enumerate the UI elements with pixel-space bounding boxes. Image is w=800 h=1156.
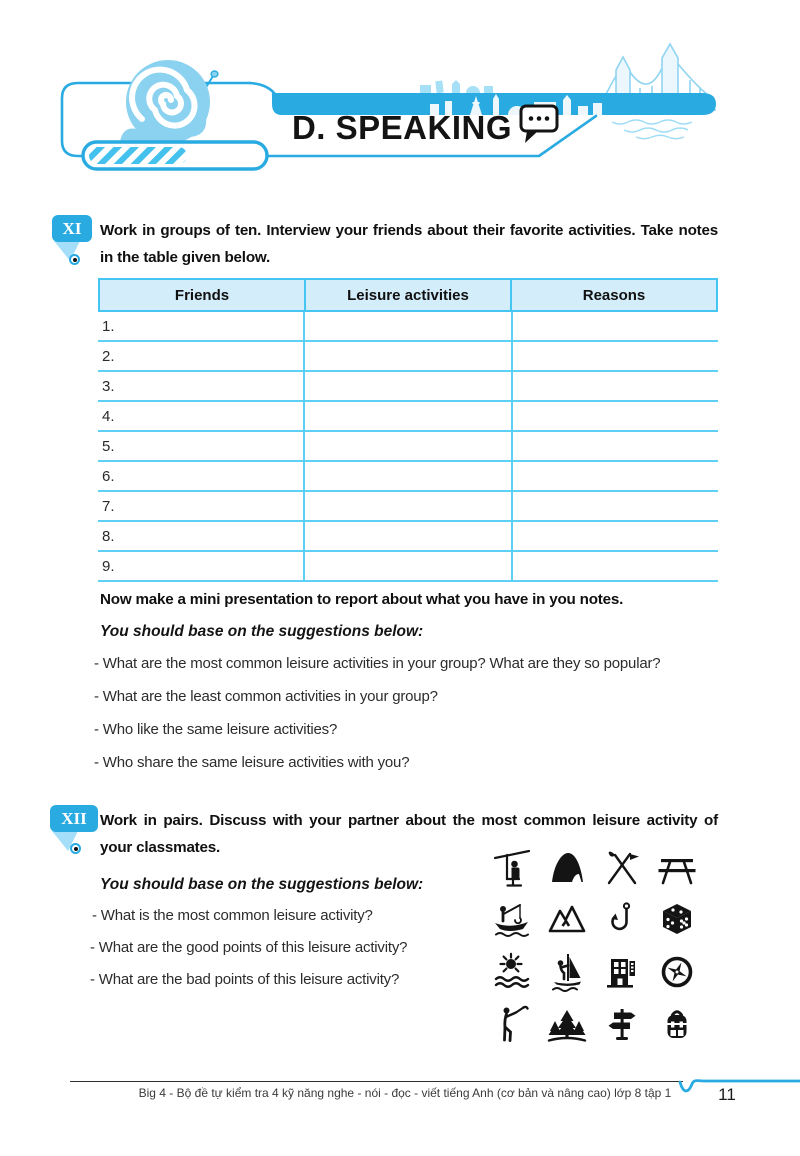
row-number: 4. bbox=[102, 408, 115, 425]
dice-icon bbox=[657, 900, 697, 940]
mountains-icon bbox=[547, 900, 587, 940]
table-cell bbox=[513, 372, 718, 400]
table-cell bbox=[513, 492, 718, 520]
xii-question-2: - What are the good points of this leisure activity? bbox=[90, 939, 408, 956]
backpack-icon bbox=[657, 1004, 697, 1044]
table-row bbox=[98, 492, 718, 522]
exercise-xi-badge bbox=[52, 215, 92, 242]
exercise-xii-badge-eye bbox=[70, 843, 81, 854]
exercise-xi-number: XI bbox=[62, 218, 82, 238]
table-row bbox=[98, 342, 718, 372]
table-cell bbox=[303, 402, 512, 430]
exercise-xii-instruction: Work in pairs. Discuss with your partner about the most common leisure activity of your classmates. bbox=[100, 812, 718, 856]
footer-book-title: Big 4 - Bộ đề tự kiểm tra 4 kỹ năng nghe - nói - đọc - viết tiếng Anh (cơ bản và nâng cao) lớp 8 tập 1 bbox=[138, 1086, 672, 1100]
progress-pill bbox=[83, 142, 267, 169]
table-row bbox=[98, 432, 718, 462]
skyline-silhouette-back bbox=[420, 80, 493, 93]
section-header-banner bbox=[0, 40, 800, 205]
water-lines bbox=[612, 120, 692, 139]
table-cell bbox=[303, 492, 512, 520]
table-cell bbox=[303, 312, 512, 340]
row-number: 6. bbox=[102, 468, 115, 485]
row-number: 8. bbox=[102, 528, 115, 545]
page-number: 11 bbox=[718, 1085, 736, 1104]
xii-question-1: - What is the most common leisure activity? bbox=[92, 907, 373, 924]
exercise-xii-badge bbox=[50, 805, 98, 832]
xii-question-3: - What are the bad points of this leisure activity? bbox=[90, 971, 400, 988]
chairlift-icon bbox=[492, 848, 532, 888]
table-cell bbox=[513, 552, 718, 580]
row-number: 7. bbox=[102, 498, 115, 515]
table-row bbox=[98, 552, 718, 582]
table-cell bbox=[513, 312, 718, 340]
table-row bbox=[98, 462, 718, 492]
table-row bbox=[98, 522, 718, 552]
signpost-icon bbox=[602, 1004, 642, 1044]
fish-hook-icon bbox=[602, 900, 642, 940]
speech-bubble-icon bbox=[521, 106, 557, 143]
xi-question-2: - What are the least common activities in your group? bbox=[94, 688, 438, 705]
hotel-icon bbox=[602, 952, 642, 992]
table-cell bbox=[513, 342, 718, 370]
table-cell bbox=[513, 462, 718, 490]
row-number: 2. bbox=[102, 348, 115, 365]
snail-illustration bbox=[120, 60, 218, 144]
table-cell bbox=[303, 372, 512, 400]
exercise-xi-instruction: Work in groups of ten. Interview your friends about their favorite activities. Take notes in the table given below. bbox=[100, 222, 718, 266]
table-cell bbox=[303, 462, 512, 490]
column-header-reasons: Reasons bbox=[510, 280, 718, 310]
leisure-icons-grid bbox=[484, 842, 704, 1050]
table-cell bbox=[303, 432, 512, 460]
xi-suggestion-intro: You should base on the suggestions below: bbox=[100, 623, 424, 640]
windsurfing-icon bbox=[547, 952, 587, 992]
mini-presentation-note: Now make a mini presentation to report about what you have in you notes. bbox=[100, 591, 624, 608]
golf-clubs-flag-icon bbox=[602, 848, 642, 888]
table-cell bbox=[303, 522, 512, 550]
column-header-friends: Friends bbox=[98, 280, 304, 310]
table-row bbox=[98, 372, 718, 402]
table-cell bbox=[513, 522, 718, 550]
table-cell bbox=[303, 342, 512, 370]
table-row bbox=[98, 312, 718, 342]
xi-question-1: - What are the most common leisure activities in your group? What are they so popular? bbox=[94, 655, 661, 672]
table-header-row bbox=[98, 278, 718, 312]
table-row bbox=[98, 402, 718, 432]
forest-icon bbox=[547, 1004, 587, 1044]
table-cell bbox=[513, 402, 718, 430]
table-cell bbox=[303, 552, 512, 580]
section-title: D. SPEAKING bbox=[291, 109, 513, 146]
table-cell bbox=[513, 432, 718, 460]
tent-icon bbox=[547, 848, 587, 888]
boat-fishing-icon bbox=[492, 900, 532, 940]
exercise-xii-number: XII bbox=[61, 808, 87, 828]
leisure-table bbox=[98, 278, 718, 582]
xi-question-4: - Who share the same leisure activities with you? bbox=[94, 754, 410, 771]
picnic-table-icon bbox=[657, 848, 697, 888]
row-number: 5. bbox=[102, 438, 115, 455]
golfer-icon bbox=[492, 1004, 532, 1044]
beach-sun-icon bbox=[492, 952, 532, 992]
row-number: 1. bbox=[102, 318, 115, 335]
xii-suggestion-intro: You should base on the suggestions below: bbox=[100, 876, 424, 893]
row-number: 9. bbox=[102, 558, 115, 575]
row-number: 3. bbox=[102, 378, 115, 395]
exercise-xi-badge-eye bbox=[69, 254, 80, 265]
column-header-leisure-activities: Leisure activities bbox=[304, 280, 510, 310]
footer-rule bbox=[70, 1081, 683, 1082]
xi-question-3: - Who like the same leisure activities? bbox=[94, 721, 338, 738]
compass-icon bbox=[657, 952, 697, 992]
